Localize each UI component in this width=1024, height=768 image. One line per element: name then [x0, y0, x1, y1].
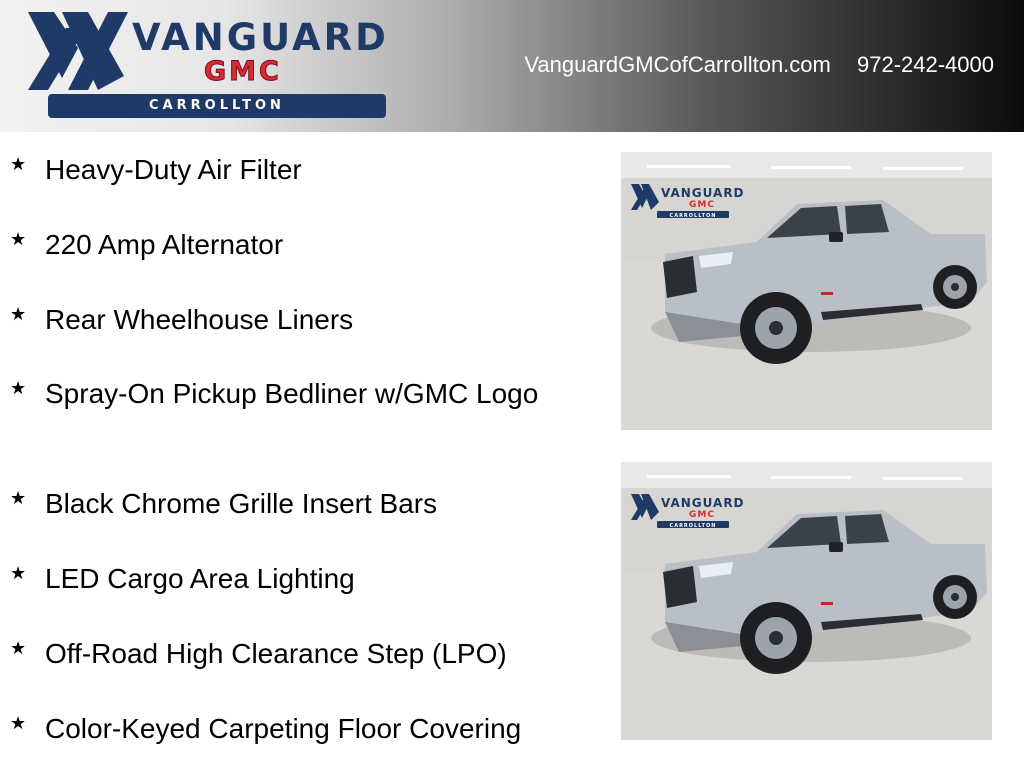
star-icon: ★	[10, 304, 27, 325]
watermark-brand-text: VANGUARD	[661, 496, 745, 510]
watermark-brand-text: VANGUARD	[661, 186, 745, 200]
dealer-logo[interactable]	[28, 8, 390, 124]
watermark-make-text: GMC	[689, 510, 715, 520]
feature-text: Off-Road High Clearance Step (LPO)	[45, 638, 507, 669]
truck-image	[621, 152, 992, 430]
dealer-header	[0, 0, 1024, 132]
phone-number[interactable]: 972-242-4000	[856, 52, 994, 77]
feature-text: Rear Wheelhouse Liners	[45, 304, 354, 335]
watermark-make-text: GMC	[689, 200, 715, 210]
star-icon: ★	[10, 378, 27, 399]
feature-text: Black Chrome Grille Insert Bars	[45, 488, 438, 519]
truck-photo-1[interactable]	[621, 152, 992, 430]
feature-text: Spray-On Pickup Bedliner w/GMC Logo	[45, 378, 539, 409]
watermark-city-text: CARROLLTON	[669, 523, 717, 529]
feature-text: Color-Keyed Carpeting Floor Covering	[45, 713, 522, 744]
truck-photo-2[interactable]	[621, 462, 992, 740]
feature-text: Heavy-Duty Air Filter	[45, 154, 302, 185]
logo-city-text: CARROLLTON	[149, 98, 285, 113]
watermark-city-text: CARROLLTON	[669, 213, 717, 219]
star-icon: ★	[10, 488, 27, 509]
feature-text: 220 Amp Alternator	[45, 229, 284, 260]
truck-image	[621, 462, 992, 740]
website-link[interactable]: VanguardGMCofCarrollton.com	[524, 52, 831, 77]
feature-text: LED Cargo Area Lighting	[45, 563, 355, 594]
star-icon: ★	[10, 563, 27, 584]
feature-list	[0, 132, 600, 768]
star-icon: ★	[10, 154, 27, 175]
contact-info	[524, 52, 994, 78]
logo-make-text: GMC	[204, 56, 282, 87]
star-icon: ★	[10, 713, 27, 734]
star-icon: ★	[10, 638, 27, 659]
logo-brand-text: VANGUARD	[132, 16, 389, 59]
star-icon: ★	[10, 229, 27, 250]
